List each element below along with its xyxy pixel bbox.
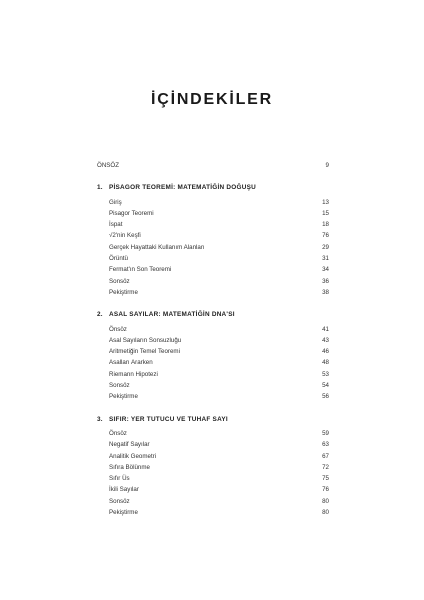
toc-entry-page: 76 <box>322 486 329 494</box>
toc-entry-label: Riemann Hipotezi <box>109 370 158 378</box>
toc-entry-label: Sonsöz <box>109 382 130 390</box>
chapter-heading[interactable] <box>97 309 329 320</box>
chapter-number: 1. <box>97 184 103 192</box>
chapter-spacer <box>97 298 329 309</box>
chapter-heading[interactable] <box>97 414 329 425</box>
toc-entry-label: Pekiştirme <box>109 393 138 401</box>
toc-entry[interactable] <box>97 242 329 253</box>
toc-entry[interactable] <box>97 197 329 208</box>
chapter-title: ASAL SAYILAR: MATEMATİĞİN DNA'SI <box>109 311 235 319</box>
toc-entry-label: Gerçek Hayattaki Kullanım Alanları <box>109 243 205 251</box>
toc-entry-label: Önsöz <box>109 429 127 437</box>
chapter-number: 3. <box>97 415 103 423</box>
toc-entry[interactable] <box>97 287 329 298</box>
toc-entry[interactable] <box>97 335 329 346</box>
toc-entry[interactable] <box>97 357 329 368</box>
toc-entry-label: Analitik Geometri <box>109 452 157 460</box>
toc-entry-label: Giriş <box>109 198 122 206</box>
chapter-spacer <box>97 403 329 414</box>
toc-entry[interactable] <box>97 208 329 219</box>
toc-preface-page: 9 <box>325 162 329 169</box>
toc-entry-page: 67 <box>322 452 329 460</box>
page-title: İÇİNDEKİLER <box>150 91 274 108</box>
toc-entry-label: İkili Sayılar <box>109 486 139 494</box>
toc-entry[interactable] <box>97 276 329 287</box>
chapter-title: SIFIR: YER TUTUCU VE TUHAF SAYI <box>109 415 228 423</box>
toc-entry-page: 13 <box>322 198 329 206</box>
toc-entry-label: İspat <box>109 221 123 229</box>
toc-preface-label: ÖNSÖZ <box>97 162 120 169</box>
toc-entry-label: Örüntü <box>109 255 128 263</box>
toc-entry[interactable] <box>97 253 329 264</box>
toc-entry-page: 18 <box>322 221 329 229</box>
toc-entry-label: Pekiştirme <box>109 288 138 296</box>
toc-preface-row[interactable] <box>97 160 329 171</box>
chapter-spacer <box>97 171 329 182</box>
toc-entry[interactable] <box>97 451 329 462</box>
toc-entry-label: Sonsöz <box>109 277 130 285</box>
toc-entry-page: 75 <box>322 475 329 483</box>
toc-entry-page: 76 <box>322 232 329 240</box>
toc-entry-page: 34 <box>322 266 329 274</box>
toc-entry[interactable] <box>97 391 329 402</box>
toc-entry-page: 46 <box>322 348 329 356</box>
toc-entry[interactable] <box>97 380 329 391</box>
toc-entry-page: 31 <box>322 255 329 263</box>
toc-entry[interactable] <box>97 484 329 495</box>
chapter-heading[interactable] <box>97 182 329 193</box>
toc-entry-page: 72 <box>322 463 329 471</box>
chapter-number: 2. <box>97 311 103 319</box>
toc-entry-label: √2'nin Keşfi <box>109 232 141 240</box>
toc-entry[interactable] <box>97 324 329 335</box>
toc-entry-page: 36 <box>322 277 329 285</box>
table-of-contents <box>97 160 329 518</box>
toc-entry-label: Aritmetiğin Temel Teoremi <box>109 348 180 356</box>
toc-entry-page: 43 <box>322 336 329 344</box>
toc-entry[interactable] <box>97 473 329 484</box>
toc-entry-label: Sonsöz <box>109 497 130 505</box>
toc-entry-page: 63 <box>322 441 329 449</box>
toc-entry[interactable] <box>97 462 329 473</box>
toc-entry[interactable] <box>97 346 329 357</box>
toc-entry[interactable] <box>97 439 329 450</box>
toc-entry-label: Pekiştirme <box>109 509 138 517</box>
toc-entry-label: Sıfır Üs <box>109 475 130 483</box>
toc-entry-page: 59 <box>322 429 329 437</box>
toc-entry-label: Önsöz <box>109 325 127 333</box>
toc-entry-label: Sıfıra Bölünme <box>109 463 150 471</box>
toc-entry[interactable] <box>97 507 329 518</box>
toc-entry-page: 48 <box>322 359 329 367</box>
toc-entry[interactable] <box>97 230 329 241</box>
toc-entry-page: 38 <box>322 288 329 296</box>
toc-entry[interactable] <box>97 264 329 275</box>
toc-entry-page: 80 <box>322 497 329 505</box>
toc-entry[interactable] <box>97 428 329 439</box>
toc-entry-page: 80 <box>322 509 329 517</box>
toc-entry-page: 53 <box>322 370 329 378</box>
chapters-list <box>97 171 329 518</box>
chapter-title: PİSAGOR TEOREMİ: MATEMATİĞİN DOĞUŞU <box>109 184 256 192</box>
toc-entry-label: Pisagor Teoremi <box>109 209 154 217</box>
toc-entry[interactable] <box>97 219 329 230</box>
toc-entry-page: 41 <box>322 325 329 333</box>
toc-entry-page: 29 <box>322 243 329 251</box>
toc-entry-label: Fermat'ın Son Teoremi <box>109 266 172 274</box>
toc-entry[interactable] <box>97 369 329 380</box>
toc-entry-page: 15 <box>322 209 329 217</box>
toc-entry-page: 54 <box>322 382 329 390</box>
toc-entry-label: Asalları Ararken <box>109 359 153 367</box>
toc-entry-label: Negatif Sayılar <box>109 441 150 449</box>
toc-entry-page: 56 <box>322 393 329 401</box>
toc-entry-label: Asal Sayıların Sonsuzluğu <box>109 336 182 344</box>
toc-entry[interactable] <box>97 496 329 507</box>
